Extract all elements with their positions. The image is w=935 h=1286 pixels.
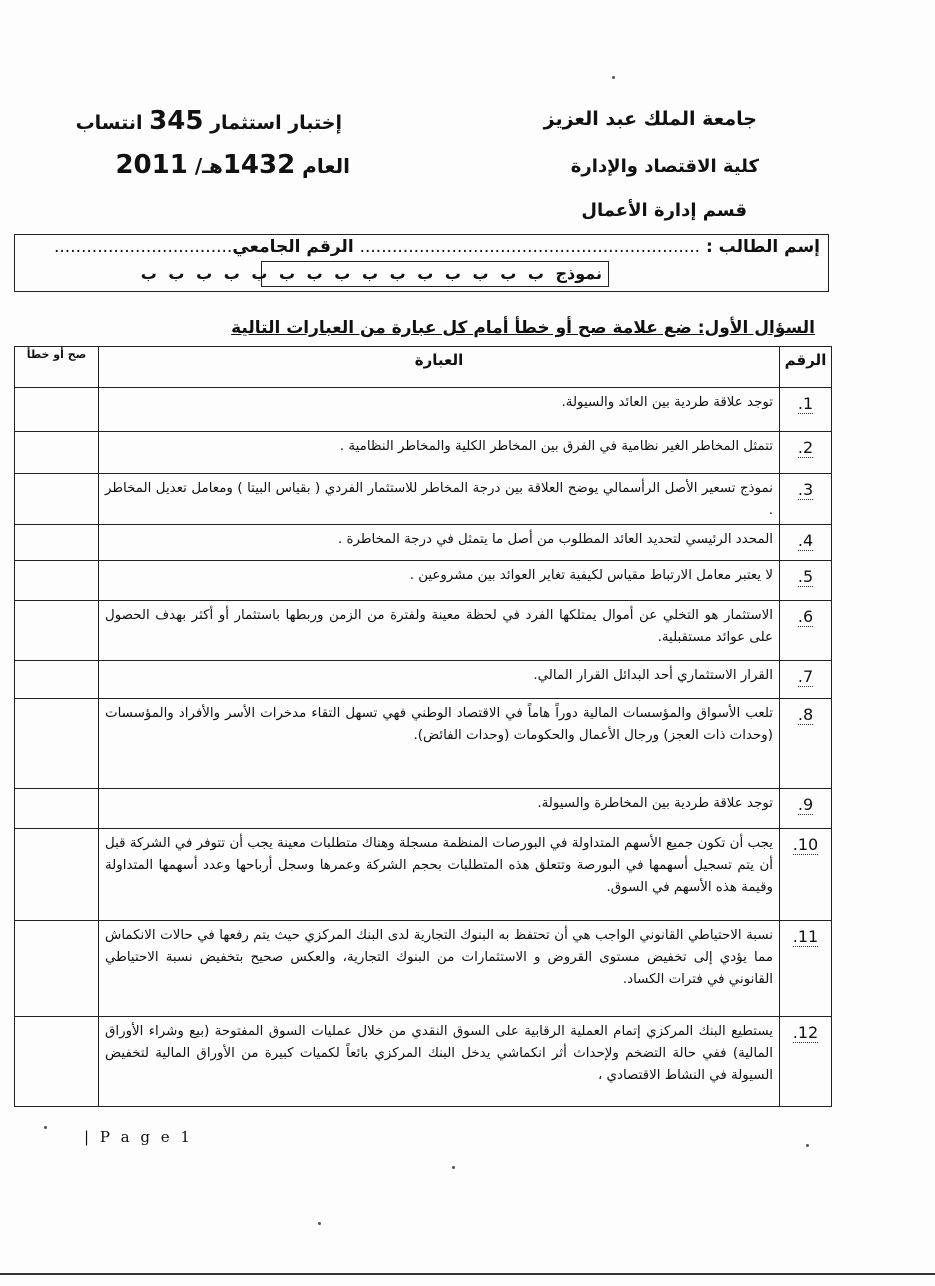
- scan-edge-line: [0, 1273, 935, 1275]
- year-hijri: 1432: [222, 150, 296, 180]
- table-row: [15, 1017, 832, 1107]
- row-number: 2.: [780, 432, 832, 474]
- student-id-field[interactable]: .................................: [53, 237, 233, 257]
- table-row: [15, 829, 832, 921]
- row-statement: تتمثل المخاطر الغير نظامية في الفرق بين المخاطر الكلية والمخاطر النظامية .: [99, 432, 780, 474]
- table-row: [15, 699, 832, 789]
- answer-cell[interactable]: [15, 699, 99, 789]
- department-name: قسم إدارة الأعمال: [581, 200, 747, 221]
- table-row: [15, 474, 832, 525]
- row-number: 4.: [780, 525, 832, 561]
- table-row: [15, 789, 832, 829]
- student-id-label: الرقم الجامعي: [232, 237, 354, 257]
- table-row: [15, 661, 832, 699]
- row-statement: نسبة الاحتياطي القانوني الواجب هي أن تحتفظ به البنوك التجارية لدى البنك المركزي حيث يتم رفعها في حالات الانكماش مما يؤدي إلى تخفيض مستوى القروض و الاستثمارات من البنوك التجارية، والعكس صحيح بتخفيض نسبة الاحتياطي القانوني في فترات الكساد.: [99, 921, 780, 1017]
- row-number: 7.: [780, 661, 832, 699]
- row-statement: الاستثمار هو التخلي عن أموال يمتلكها الفرد في لحظة معينة ولفترة من الزمن وربطها باستثمار أو أكثر بهدف الحصول على عوائد مستقبلية.: [99, 601, 780, 661]
- scan-speck: [806, 1144, 809, 1147]
- row-number: 6.: [780, 601, 832, 661]
- header-number: الرقم: [780, 347, 832, 388]
- answer-cell[interactable]: [15, 601, 99, 661]
- row-number: 12.: [780, 1017, 832, 1107]
- row-number: 10.: [780, 829, 832, 921]
- answer-cell[interactable]: [15, 921, 99, 1017]
- table-row: [15, 432, 832, 474]
- header-statement: العبارة: [99, 347, 780, 388]
- answer-cell[interactable]: [15, 432, 99, 474]
- answer-cell[interactable]: [15, 789, 99, 829]
- row-statement: المحدد الرئيسي لتحديد العائد المطلوب من أصل ما يتمثل في درجة المخاطرة .: [99, 525, 780, 561]
- row-statement: القرار الاستثماري أحد البدائل القرار المالي.: [99, 661, 780, 699]
- row-number: 9.: [780, 789, 832, 829]
- scan-speck: [452, 1166, 455, 1169]
- row-statement: تلعب الأسواق والمؤسسات المالية دوراً هاماً في الاقتصاد الوطني فهي تسهل التقاء مدخرات الأسر والأفراد والمؤسسات (وحدات ذات العجز) ورجال الأعمال والحكومات (وحدات الفائض).: [99, 699, 780, 789]
- row-statement: يجب أن تكون جميع الأسهم المتداولة في البورصات المنظمة مسجلة وهناك متطلبات معينة يجب أن تتوفر في الشركة قبل أن يتم تسجيل أسهمها في البورصة وتتعلق هذه المتطلبات بحجم الشركة وعمرها وسجل أرباحها وعدد أسهمها المتداولة وقيمة هذه الأسهم في السوق.: [99, 829, 780, 921]
- student-info-box: [14, 234, 829, 292]
- answer-cell[interactable]: [15, 525, 99, 561]
- table-row: [15, 388, 832, 432]
- student-name-field[interactable]: ...............................................................: [359, 237, 701, 257]
- year-gregorian: 2011: [115, 150, 188, 180]
- college-name: كلية الاقتصاد والإدارة: [570, 156, 759, 177]
- table-header-row: [15, 347, 832, 388]
- year-separator: هـ/: [194, 154, 223, 178]
- row-statement: نموذج تسعير الأصل الرأسمالي يوضح العلاقة بين درجة المخاطر للاستثمار الفردي ( بقياس البيتا ) ومعامل تعديل المخاطر .: [99, 474, 780, 525]
- exam-prefix: إختبار استثمار: [210, 112, 342, 134]
- exam-model-box: نموذج ب ب ب ب ب ب ب ب ب ب ب ب ب ب ب: [261, 261, 609, 287]
- table-row: [15, 921, 832, 1017]
- scan-speck: [612, 76, 615, 79]
- row-number: 1.: [780, 388, 832, 432]
- exam-suffix: انتساب: [75, 112, 143, 134]
- exam-title: [75, 106, 342, 136]
- student-name-label: إسم الطالب :: [705, 237, 820, 257]
- questions-table: [14, 346, 832, 1107]
- row-statement: يستطيع البنك المركزي إتمام العملية الرقابية على السوق النقدي من خلال عمليات السوق المفتوحة (بيع وشراء الأوراق المالية) ففي حالة التضخم ولإحداث أثر انكماشي يدخل البنك المركزي بائعاً لكميات كبيرة من الأوراق المالية لتخفيض السيولة في النشاط الاقتصادي ،: [99, 1017, 780, 1107]
- row-statement: توجد علاقة طردية بين العائد والسيولة.: [99, 388, 780, 432]
- answer-cell[interactable]: [15, 1017, 99, 1107]
- answer-cell[interactable]: [15, 561, 99, 601]
- header-answer: صح أو خطأ: [15, 347, 99, 388]
- answer-cell[interactable]: [15, 829, 99, 921]
- table-row: [15, 525, 832, 561]
- scan-speck: [44, 1126, 47, 1129]
- page-footer: | P a g e 1: [84, 1128, 193, 1146]
- row-number: 3.: [780, 474, 832, 525]
- question-title: السؤال الأول: ضع علامة صح أو خطأ أمام كل عبارة من العبارات التالية: [231, 318, 815, 338]
- answer-cell[interactable]: [15, 388, 99, 432]
- year-prefix: العام: [302, 154, 350, 178]
- table-row: [15, 561, 832, 601]
- exam-year: [115, 150, 350, 180]
- row-number: 5.: [780, 561, 832, 601]
- answer-cell[interactable]: [15, 474, 99, 525]
- table-row: [15, 601, 832, 661]
- row-number: 11.: [780, 921, 832, 1017]
- exam-course-number: 345: [149, 106, 204, 136]
- scan-speck: [318, 1222, 321, 1225]
- university-name: جامعة الملك عبد العزيز: [543, 108, 757, 130]
- row-number: 8.: [780, 699, 832, 789]
- student-info-line: [54, 237, 820, 257]
- answer-cell[interactable]: [15, 661, 99, 699]
- row-statement: توجد علاقة طردية بين المخاطرة والسيولة.: [99, 789, 780, 829]
- row-statement: لا يعتبر معامل الارتباط مقياس لكيفية تغاير العوائد بين مشروعين .: [99, 561, 780, 601]
